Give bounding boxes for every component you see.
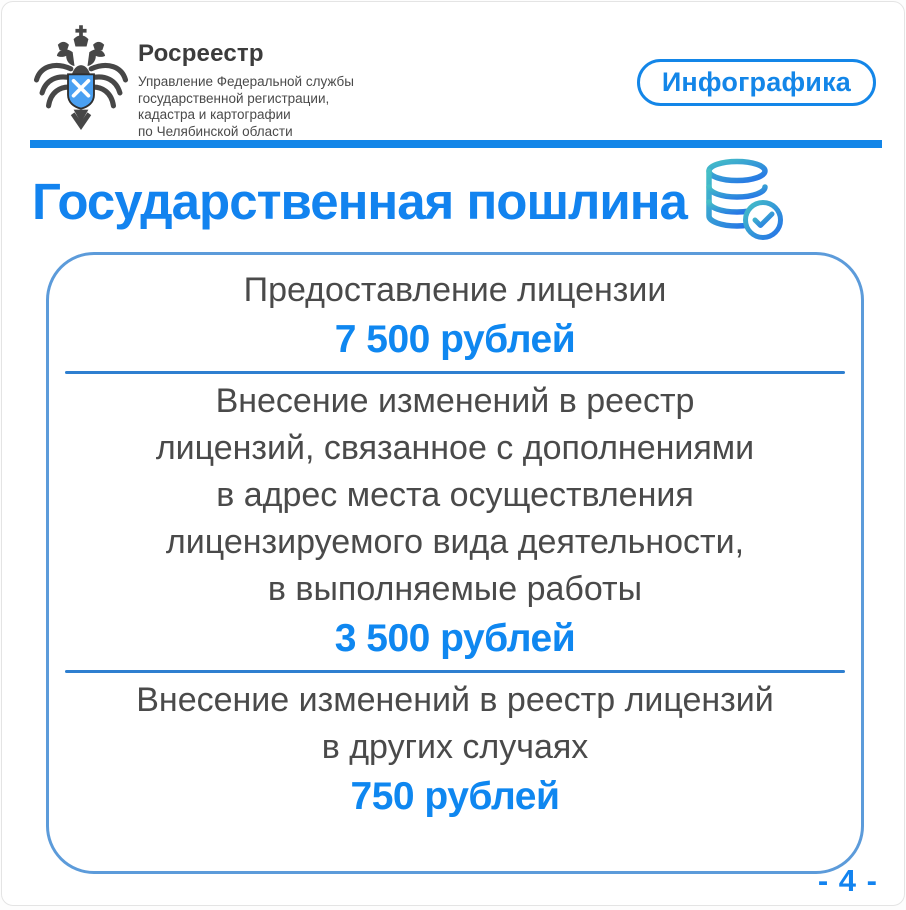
infographic-badge: Инфографика <box>637 59 876 106</box>
fee-description-line: в выполняемые работы <box>267 570 643 608</box>
rosreestr-eagle-emblem-icon <box>30 22 132 136</box>
fee-section-register-changes-other <box>49 677 861 823</box>
fee-description-line: лицензируемого вида деятельности, <box>165 523 745 561</box>
org-block <box>138 40 354 140</box>
fee-description-line: Внесение изменений в реестр лицензий <box>136 681 774 719</box>
fee-description-line: в других случаях <box>321 728 589 766</box>
fee-amount: 750 рублей <box>350 775 560 818</box>
fee-amount: 7 500 рублей <box>334 318 576 361</box>
page-title: Государственная пошлина <box>32 173 687 230</box>
fee-section-register-changes-additions <box>49 378 861 665</box>
org-subtitle-line: кадастра и картографии <box>138 107 291 122</box>
org-subtitle-line: государственной регистрации, <box>138 90 330 106</box>
org-name: Росреестр <box>138 40 264 67</box>
org-subtitle <box>138 74 354 140</box>
fee-description-line: Предоставление лицензии <box>243 271 667 309</box>
fee-description-line: лицензий, связанное с дополнениями <box>155 429 755 467</box>
fee-description-line: в адрес места осуществления <box>216 476 694 514</box>
org-subtitle-line: по Челябинской области <box>138 123 293 139</box>
org-subtitle-line: Управление Федеральной службы <box>138 74 354 89</box>
fee-description-line: Внесение изменений в реестр <box>215 382 695 420</box>
fees-box <box>46 252 864 874</box>
fee-amount: 3 500 рублей <box>334 617 576 660</box>
title-row <box>32 154 880 250</box>
page-card <box>1 1 905 906</box>
page-number: - 4 - <box>817 863 878 898</box>
fee-section-license-grant <box>49 267 861 366</box>
section-divider <box>65 371 845 374</box>
header-divider <box>30 140 882 148</box>
section-divider <box>65 670 845 673</box>
database-check-icon <box>697 156 789 248</box>
